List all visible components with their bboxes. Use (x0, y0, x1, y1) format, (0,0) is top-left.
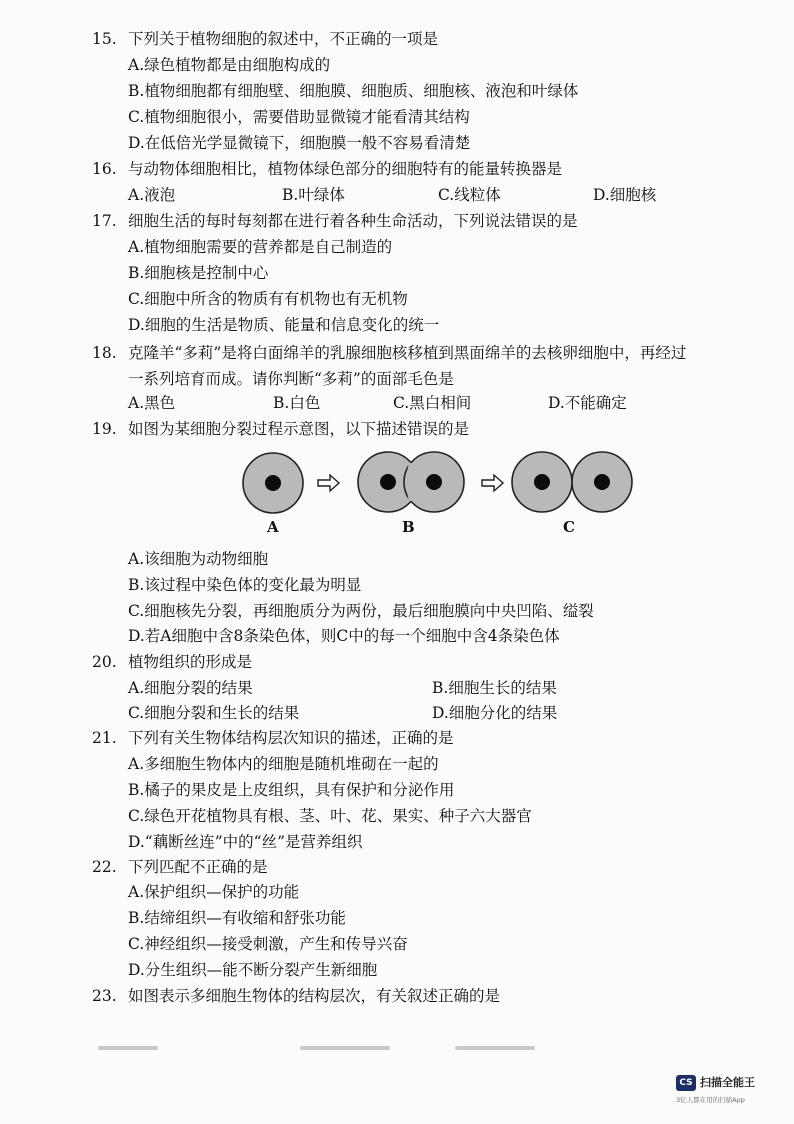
option-a: A.绿色植物都是由细胞构成的 (128, 56, 331, 74)
option-c: C.黑白相间 (393, 394, 472, 412)
question-number: 23. (92, 987, 117, 1005)
option-b: B.细胞核是控制中心 (128, 264, 269, 282)
cell-division-diagram (230, 440, 650, 540)
option-a: A.细胞分裂的结果 (128, 679, 253, 697)
figure-label-c: C (563, 518, 575, 536)
camscanner-logo-icon: CS (676, 1075, 696, 1091)
option-a: A.植物细胞需要的营养都是自己制造的 (128, 238, 393, 256)
question-number: 21. (92, 729, 117, 747)
watermark-subtitle: 3亿人都在用的扫描App (676, 1096, 745, 1104)
option-d: D.细胞的生活是物质、能量和信息变化的统一 (128, 316, 440, 334)
question-number: 17. (92, 212, 117, 230)
scan-artifact (98, 1046, 158, 1050)
option-b: B.叶绿体 (282, 186, 345, 204)
option-b: B.白色 (273, 394, 321, 412)
question-stem: 下列匹配不正确的是 (128, 858, 268, 876)
arrow-icon (318, 475, 339, 491)
question-stem: 植物组织的形成是 (128, 653, 253, 671)
figure-label-a: A (267, 518, 279, 536)
option-c: C.细胞分裂和生长的结果 (128, 704, 300, 722)
question-20 (92, 649, 772, 675)
option-c: C.线粒体 (438, 186, 501, 204)
option-b: B.结缔组织—有收缩和舒张功能 (128, 909, 346, 927)
question-number: 19. (92, 420, 117, 438)
question-15 (92, 26, 772, 52)
figure-label-b: B (402, 518, 415, 536)
nucleus-b-right (426, 474, 442, 490)
nucleus-a (265, 475, 281, 491)
question-18 (92, 340, 772, 366)
question-number: 16. (92, 160, 117, 178)
question-17 (92, 208, 772, 234)
option-c: C.植物细胞很小，需要借助显微镜才能看清其结构 (128, 108, 470, 126)
question-16 (92, 156, 772, 182)
question-23 (92, 983, 772, 1009)
option-d: D.“藕断丝连”中的“丝”是营养组织 (128, 833, 363, 851)
question-number: 15. (92, 30, 117, 48)
option-c: C.细胞核先分裂，再细胞质分为两份，最后细胞膜向中央凹陷、缢裂 (128, 602, 594, 620)
option-a: A.保护组织—保护的功能 (128, 883, 300, 901)
nucleus-c-left (534, 474, 550, 490)
option-a: A.该细胞为动物细胞 (128, 550, 269, 568)
option-c: C.神经组织—接受刺激，产生和传导兴奋 (128, 935, 408, 953)
option-d: D.在低倍光学显微镜下，细胞膜一般不容易看清楚 (128, 134, 471, 152)
question-stem: 如图为某细胞分裂过程示意图，以下描述错误的是 (128, 420, 470, 438)
nucleus-c-right (594, 474, 610, 490)
option-b: B.植物细胞都有细胞壁、细胞膜、细胞质、细胞核、液泡和叶绿体 (128, 82, 579, 100)
question-number: 20. (92, 653, 117, 671)
scanner-watermark (676, 1075, 786, 1115)
option-d: D.不能确定 (548, 394, 627, 412)
option-d: D.若A细胞中含8条染色体，则C中的每一个细胞中含4条染色体 (128, 627, 560, 645)
question-22 (92, 854, 772, 880)
question-stem: 下列关于植物细胞的叙述中，不正确的一项是 (128, 30, 439, 48)
question-number: 18. (92, 344, 117, 362)
option-a: A.黑色 (128, 394, 176, 412)
option-c: C.细胞中所含的物质有有机物也有无机物 (128, 290, 408, 308)
option-a: A.液泡 (128, 186, 176, 204)
option-d: D.细胞核 (593, 186, 657, 204)
option-d: D.细胞分化的结果 (432, 704, 558, 722)
question-stem: 下列有关生物体结构层次知识的描述，正确的是 (128, 729, 454, 747)
option-a: A.多细胞生物体内的细胞是随机堆砌在一起的 (128, 755, 439, 773)
scan-artifact (300, 1046, 390, 1050)
question-21 (92, 725, 772, 751)
option-b: B.该过程中染色体的变化最为明显 (128, 576, 362, 594)
option-b: B.橘子的果皮是上皮组织，具有保护和分泌作用 (128, 781, 455, 799)
scan-artifact (455, 1046, 535, 1050)
question-stem-continued: 一系列培育而成。请你判断“多莉”的面部毛色是 (128, 370, 454, 388)
watermark-name: 扫描全能王 (700, 1076, 755, 1089)
question-stem: 细胞生活的每时每刻都在进行着各种生命活动，下列说法错误的是 (128, 212, 578, 230)
question-number: 22. (92, 858, 117, 876)
question-stem: 克隆羊“多莉”是将白面绵羊的乳腺细胞核移植到黑面绵羊的去核卵细胞中，再经过 (128, 344, 687, 362)
option-b: B.细胞生长的结果 (432, 679, 557, 697)
option-d: D.分生组织—能不断分裂产生新细胞 (128, 961, 378, 979)
question-19 (92, 416, 772, 442)
question-stem: 如图表示多细胞生物体的结构层次，有关叙述正确的是 (128, 987, 501, 1005)
arrow-icon (482, 475, 503, 491)
nucleus-b-left (380, 474, 396, 490)
option-c: C.绿色开花植物具有根、茎、叶、花、果实、种子六大器官 (128, 807, 532, 825)
question-stem: 与动物体细胞相比，植物体绿色部分的细胞特有的能量转换器是 (128, 160, 563, 178)
